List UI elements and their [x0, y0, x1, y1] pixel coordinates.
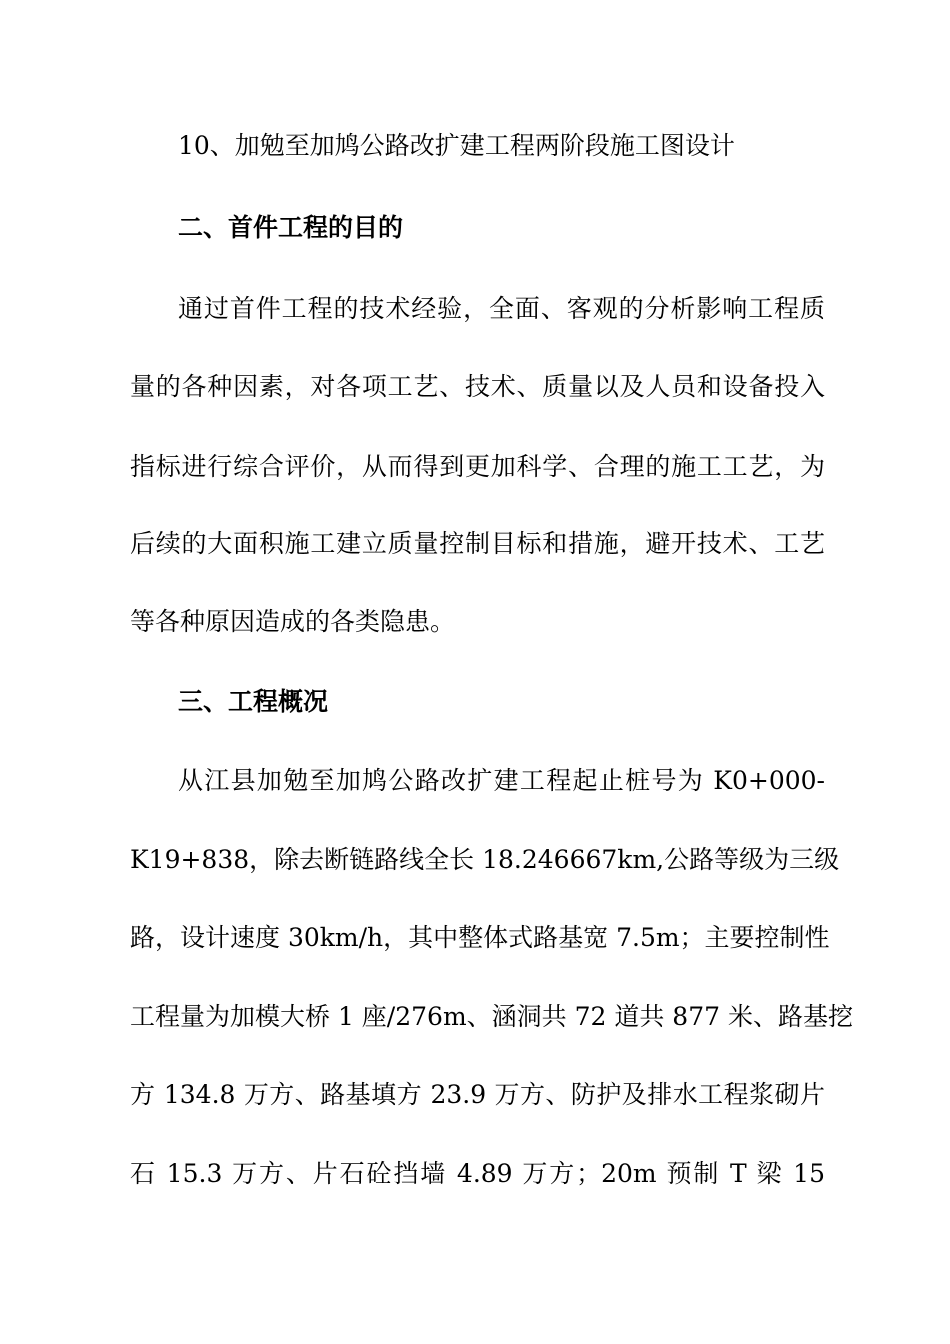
paragraph-line: 从江县加勉至加鸠公路改扩建工程起止桩号为 K0+000- [178, 766, 825, 795]
section-heading-purpose: 二、首件工程的目的 [178, 213, 404, 242]
paragraph-line: 后续的大面积施工建立质量控制目标和措施，避开技术、工艺 [130, 529, 825, 558]
paragraph-line: 方 134.8 万方、路基填方 23.9 万方、防护及排水工程浆砌片 [130, 1080, 825, 1109]
paragraph-line: 量的各种因素，对各项工艺、技术、质量以及人员和设备投入 [130, 372, 825, 401]
section-heading-overview: 三、工程概况 [178, 687, 329, 716]
reference-item-10: 10、加勉至加鸠公路改扩建工程两阶段施工图设计 [178, 131, 735, 160]
paragraph-line: K19+838，除去断链路线全长 18.246667km,公路等级为三级 [130, 845, 840, 874]
paragraph-line: 工程量为加模大桥 1 座/276m、涵洞共 72 道共 877 米、路基挖 [130, 1002, 853, 1031]
paragraph-line: 指标进行综合评价，从而得到更加科学、合理的施工工艺，为 [130, 452, 825, 481]
paragraph-line: 等各种原因造成的各类隐患。 [130, 607, 456, 636]
paragraph-line: 路，设计速度 30km/h，其中整体式路基宽 7.5m；主要控制性 [130, 923, 830, 952]
paragraph-line: 石 15.3 万方、片石砼挡墙 4.89 万方；20m 预制 T 梁 15 [130, 1159, 825, 1188]
paragraph-line: 通过首件工程的技术经验，全面、客观的分析影响工程质 [178, 294, 825, 323]
